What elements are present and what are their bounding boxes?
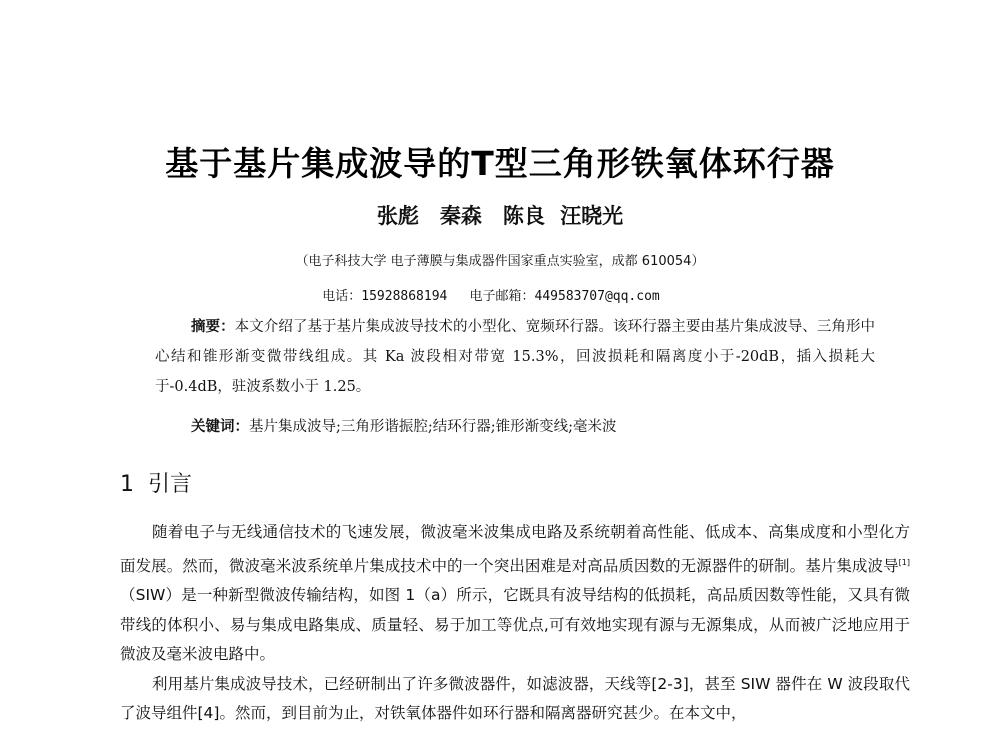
abstract-label: 摘要： [191,319,235,335]
section-title: 引言 [148,472,193,497]
body-text [120,518,910,729]
keywords-label: 关键词： [191,419,249,435]
affiliation: （电子科技大学 电子薄膜与集成器件国家重点实验室，成都 610054） [295,254,705,269]
phone-label: 电话： [322,289,362,304]
keywords-text: 基片集成波导;三角形谐振腔;结环行器;锥形渐变线;毫米波 [249,419,617,435]
abstract-text: 本文介绍了基于基片集成波导技术的小型化、宽频环行器。该环行器主要由基片集成波导、三角形中心结和锥形渐变微带线组成。其 Ka 波段相对带宽 15.3%，回波损耗和隔离度小于-20dB，插入损耗大于-0.4dB，驻波系数小于 1.25。 [155,319,876,395]
keywords [191,412,881,442]
paragraph-1-part-a: 随着电子与无线通信技术的飞速发展，微波毫米波集成电路及系统朝着高性能、低成本、高集成度和小型化方面发展。然而，微波毫米波系统单片集成技术中的一个突出困难是对高品质因数的无源器件的研制。基片集成波导 [120,523,910,575]
contact-info [0,285,1000,304]
paper-title: 基于基片集成波导的T型三角形铁氧体环行器 [165,144,835,183]
email-label: 电子邮箱： [469,289,535,304]
paragraph-1-part-b: （SIW）是一种新型微波传输结构，如图 1（a）所示，它既具有波导结构的低损耗，高品质因数等性能，又具有微带线的体积小、易与集成电路集成、质量轻、易于加工等优点,可有效地实现有源与无源集成，从而被广泛地应用于微波及毫米波电路中。 [120,586,910,664]
author-list: 张彪 秦森 陈良 汪晓光 [376,203,624,228]
section-number: 1 [120,472,134,497]
email-address[interactable]: 449583707@qq.com [534,289,660,304]
citation-ref: [1] [898,557,910,567]
paragraph-2: 利用基片集成波导技术，已经研制出了许多微波器件，如滤波器，天线等[2-3]，甚至 SIW 器件在 W 波段取代了波导组件[4]。然而，到目前为止，对铁氧体器件如环行器和隔离器研究甚少。在本文中， [120,674,910,723]
abstract [155,312,875,402]
paragraph-1 [120,518,910,670]
phone-number: 15928868194 [361,289,448,304]
section-heading [120,467,192,498]
